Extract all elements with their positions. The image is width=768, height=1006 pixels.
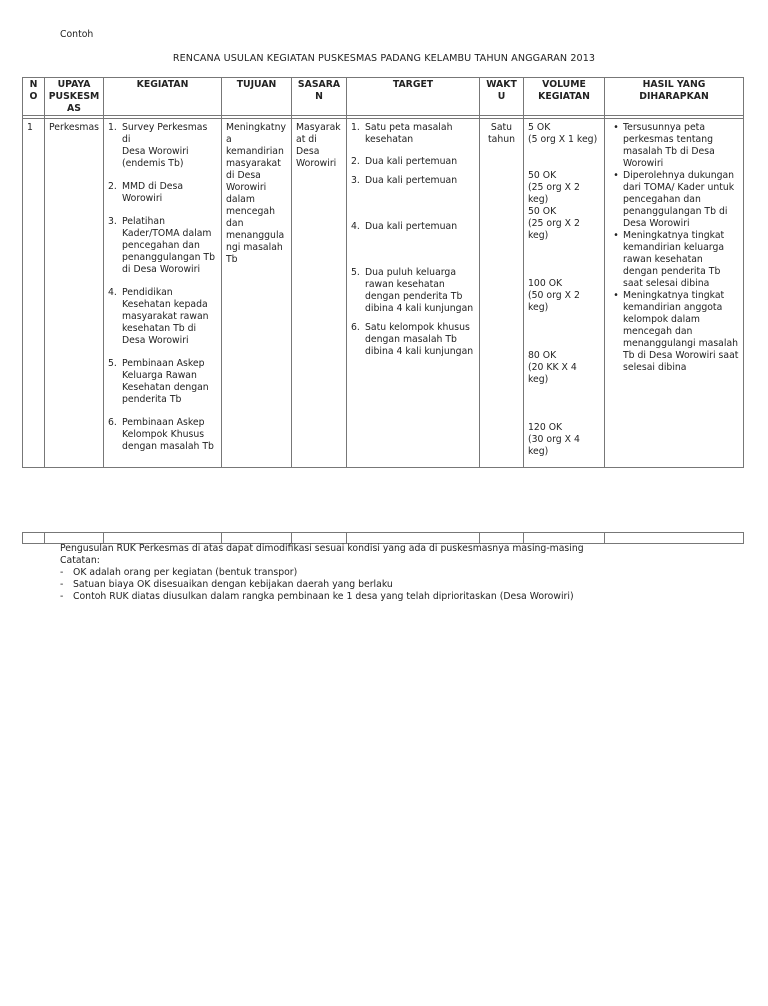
kegiatan-item-number: 6. [108, 417, 117, 428]
note-item [60, 591, 584, 603]
hasil-text [623, 290, 739, 374]
hasil-line: masalah Tb di Desa [623, 146, 715, 157]
target-item-line: Dua puluh keluarga [365, 267, 457, 278]
target-item-line: Satu peta masalah [365, 122, 453, 133]
header-waktu: WAKT U [480, 78, 524, 116]
kegiatan-item-text [122, 358, 217, 406]
target-item-line: Dua kali pertemuan [365, 175, 458, 186]
kegiatan-item-line: Kesehatan kepada [122, 299, 208, 310]
target-item [351, 322, 475, 358]
kegiatan-item-text [122, 181, 217, 205]
tujuan-line: a [226, 134, 232, 145]
target-item-number: 3. [351, 175, 360, 186]
kegiatan-item-line: kesehatan Tb di [122, 323, 197, 334]
hasil-line: Meningkatnya tingkat [623, 290, 725, 301]
hasil-line: Desa Worowiri [623, 218, 690, 229]
cell-sasaran [292, 119, 347, 468]
tujuan-line: di Desa [226, 170, 261, 181]
hasil-line: Meningkatnya tingkat [623, 230, 725, 241]
volume-line: (5 org X 1 keg) [528, 134, 598, 145]
kegiatan-item-text [122, 216, 217, 276]
target-item-line: dengan penderita Tb [365, 291, 463, 302]
kegiatan-item-line: pencegahan dan [122, 240, 200, 251]
cell-tujuan [222, 119, 292, 468]
hasil-line: kemandirian keluarga [623, 242, 725, 253]
volume-line: 80 OK [528, 350, 557, 361]
kegiatan-item-text [122, 417, 217, 453]
target-item-text [365, 267, 475, 315]
kegiatan-item-number: 1. [108, 122, 117, 133]
target-item-line: dibina 4 kali kunjungan [365, 303, 474, 314]
kegiatan-item-line: Desa Worowiri [122, 335, 189, 346]
kegiatan-item [108, 417, 217, 453]
hasil-line: rawan kesehatan [623, 254, 703, 265]
target-item-line: rawan kesehatan [365, 279, 445, 290]
kegiatan-item [108, 358, 217, 406]
volume-line: (50 org X 2 [528, 290, 580, 301]
hasil-item [609, 290, 739, 374]
note-dash: - [60, 567, 64, 578]
header-no: N O [23, 78, 45, 116]
table-row [23, 119, 744, 468]
target-item-line: Satu kelompok khusus [365, 322, 470, 333]
hasil-line: kemandirian anggota [623, 302, 723, 313]
header-kegiatan: KEGIATAN [104, 78, 222, 116]
volume-item [528, 206, 600, 242]
note-text: Satuan biaya OK disesuaikan dengan kebijakan daerah yang berlaku [73, 579, 393, 590]
document-title: RENCANA USULAN KEGIATAN PUSKESMAS PADANG KELAMBU TAHUN ANGGARAN 2013 [172, 53, 596, 64]
volume-line: 120 OK [528, 422, 563, 433]
document-label: Contoh [60, 29, 94, 40]
sasaran-line: Worowiri [296, 158, 337, 169]
waktu-line: Satu [490, 122, 513, 133]
note-item [60, 567, 584, 579]
hasil-text [623, 230, 739, 290]
hasil-line: Diperolehnya dukungan [623, 170, 735, 181]
tujuan-line: Meningkatny [226, 122, 286, 133]
note-text: Contoh RUK diatas diusulkan dalam rangka pembinaan ke 1 desa yang telah diprioritaskan (Desa Worowiri) [73, 591, 574, 602]
notes-section [60, 543, 584, 603]
header-target: TARGET [347, 78, 480, 116]
kegiatan-item-line: penderita Tb [122, 394, 182, 405]
kegiatan-item-number: 4. [108, 287, 117, 298]
waktu-line: tahun [487, 134, 516, 145]
kegiatan-item-line: Worowiri [122, 193, 163, 204]
hasil-line: dengan penderita Tb [623, 266, 721, 277]
target-item-line: kesehatan [365, 134, 414, 145]
tujuan-line: dan [226, 218, 244, 229]
target-item-text [365, 221, 475, 233]
bullet-icon: • [613, 122, 619, 133]
ruk-table [22, 77, 744, 468]
tujuan-line: mencegah [226, 206, 275, 217]
kegiatan-item-line: Desa Worowiri [122, 146, 189, 157]
target-item-line: Dua kali pertemuan [365, 156, 458, 167]
note-item [60, 579, 584, 591]
target-item-number: 4. [351, 221, 360, 232]
volume-line: keg) [528, 230, 549, 241]
kegiatan-item-line: penanggulangan Tb [122, 252, 215, 263]
hasil-line: dari TOMA/ Kader untuk [623, 182, 735, 193]
volume-line: (30 org X 4 [528, 434, 580, 445]
header-sasaran: SASARA N [292, 78, 347, 116]
hasil-line: kelompok dalam [623, 314, 700, 325]
kegiatan-item-line: Survey Perkesmas di [122, 122, 208, 145]
hasil-line: saat selesai dibina [623, 278, 710, 289]
volume-item [528, 350, 600, 386]
target-item-number: 1. [351, 122, 360, 133]
target-item [351, 175, 475, 187]
header-row [23, 78, 744, 116]
kegiatan-item-text [122, 122, 217, 170]
hasil-line: pencegahan dan [623, 194, 701, 205]
kegiatan-item [108, 181, 217, 205]
target-item [351, 156, 475, 168]
kegiatan-item-line: Pendidikan [122, 287, 173, 298]
bullet-icon: • [613, 230, 619, 241]
volume-line: 100 OK [528, 278, 563, 289]
hasil-line: Tb di Desa Worowiri saat [623, 350, 739, 361]
volume-line: 5 OK [528, 122, 551, 133]
volume-line: keg) [528, 194, 549, 205]
tujuan-line: kemandirian [226, 146, 284, 157]
cell-no: 1 [23, 119, 45, 468]
notes-catatan-label: Catatan: [60, 555, 100, 566]
kegiatan-item-text [122, 287, 217, 347]
target-item [351, 122, 475, 146]
hasil-item [609, 170, 739, 230]
note-dash: - [60, 579, 64, 590]
volume-line: (25 org X 2 [528, 182, 580, 193]
kegiatan-item-line: Pembinaan Askep [122, 417, 205, 428]
target-item-number: 5. [351, 267, 360, 278]
tujuan-line: ngi masalah [226, 242, 283, 253]
kegiatan-item [108, 287, 217, 347]
kegiatan-item-line: (endemis Tb) [122, 158, 184, 169]
hasil-line: Tersusunnya peta [623, 122, 706, 133]
volume-item [528, 170, 600, 206]
kegiatan-item-line: Kesehatan dengan [122, 382, 209, 393]
target-item-text [365, 122, 475, 146]
cell-volume [524, 119, 605, 468]
notes-intro: Pengusulan RUK Perkesmas di atas dapat dimodifikasi sesuai kondisi yang ada di puskesmasnya masing-masing [60, 543, 584, 554]
kegiatan-item-line: Kelompok Khusus [122, 429, 205, 440]
note-text: OK adalah orang per kegiatan (bentuk transpor) [73, 567, 298, 578]
cell-target [347, 119, 480, 468]
volume-line: 50 OK [528, 206, 557, 217]
hasil-line: menanggulangi masalah [623, 338, 739, 349]
kegiatan-item-line: Pelatihan [122, 216, 165, 227]
tujuan-line: menanggula [226, 230, 285, 241]
kegiatan-item [108, 122, 217, 170]
volume-line: (20 KK X 4 keg) [528, 362, 577, 385]
cell-upaya: Perkesmas [45, 119, 104, 468]
volume-item [528, 122, 600, 146]
volume-line: keg) [528, 302, 549, 313]
header-volume: VOLUME KEGIATAN [524, 78, 605, 116]
target-item [351, 267, 475, 315]
note-dash: - [60, 591, 64, 602]
kegiatan-item-line: di Desa Worowiri [122, 264, 201, 275]
tujuan-line: dalam [226, 194, 255, 205]
target-item-line: dengan masalah Tb [365, 334, 457, 345]
header-tujuan: TUJUAN [222, 78, 292, 116]
hasil-line: mencegah dan [623, 326, 693, 337]
kegiatan-item-number: 5. [108, 358, 117, 369]
target-item-text [365, 156, 475, 168]
kegiatan-item-number: 2. [108, 181, 117, 192]
target-item-number: 6. [351, 322, 360, 333]
tujuan-line: Tb [226, 254, 238, 265]
volume-line: (25 org X 2 [528, 218, 580, 229]
target-item-text [365, 175, 475, 187]
tujuan-line: masyarakat [226, 158, 281, 169]
kegiatan-item-line: Keluarga Rawan [122, 370, 197, 381]
kegiatan-item-line: masyarakat rawan [122, 311, 209, 322]
hasil-text [623, 122, 739, 170]
target-item [351, 221, 475, 233]
volume-line: keg) [528, 446, 549, 457]
bullet-icon: • [613, 170, 619, 181]
sasaran-line: at di Desa [296, 134, 320, 157]
kegiatan-item [108, 216, 217, 276]
kegiatan-item-line: Kader/TOMA dalam [122, 228, 212, 239]
cell-kegiatan [104, 119, 222, 468]
volume-line: 50 OK [528, 170, 557, 181]
hasil-item [609, 122, 739, 170]
cell-hasil [605, 119, 744, 468]
volume-item [528, 278, 600, 314]
bullet-icon: • [613, 290, 619, 301]
target-item-text [365, 322, 475, 358]
hasil-text [623, 170, 739, 230]
volume-item [528, 422, 600, 458]
kegiatan-item-line: dengan masalah Tb [122, 441, 214, 452]
target-item-number: 2. [351, 156, 360, 167]
cell-waktu [480, 119, 524, 468]
kegiatan-item-line: Pembinaan Askep [122, 358, 205, 369]
tujuan-line: Worowiri [226, 182, 267, 193]
target-item-line: Dua kali pertemuan [365, 221, 458, 232]
header-hasil: HASIL YANG DIHARAPKAN [605, 78, 744, 116]
header-upaya: UPAYA PUSKESM AS [45, 78, 104, 116]
hasil-line: perkesmas tentang [623, 134, 714, 145]
kegiatan-item-number: 3. [108, 216, 117, 227]
sasaran-line: Masyarak [296, 122, 341, 133]
hasil-line: selesai dibina [623, 362, 687, 373]
target-item-line: dibina 4 kali kunjungan [365, 346, 474, 357]
hasil-line: penanggulangan Tb di [623, 206, 728, 217]
hasil-line: Worowiri [623, 158, 664, 169]
kegiatan-item-line: MMD di Desa [122, 181, 184, 192]
hasil-item [609, 230, 739, 290]
